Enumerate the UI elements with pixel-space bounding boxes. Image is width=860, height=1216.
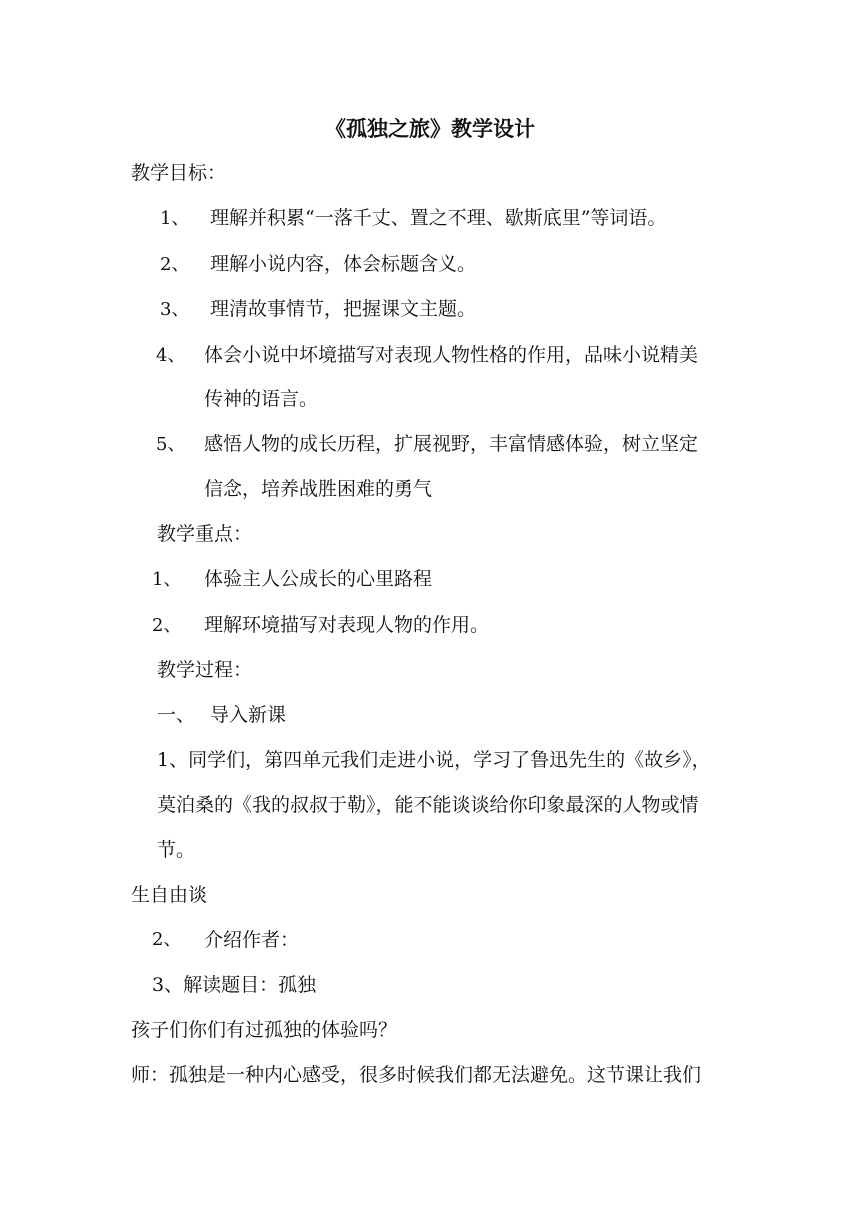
item-text: 介绍作者：: [204, 929, 300, 951]
goal-number: 2、: [160, 254, 190, 275]
process-heading: 教学过程：: [157, 659, 253, 681]
question-line: 孩子们你们有过孤独的体验吗？: [131, 1019, 398, 1041]
focus-text: 体验主人公成长的心里路程: [204, 568, 433, 590]
paragraph-line: 莫泊桑的《我的叔叔于勒》，能不能谈谈给你印象最深的人物或情: [157, 794, 699, 816]
focus-heading: 教学重点：: [157, 523, 253, 545]
paragraph-line: 1、同学们，第四单元我们走进小说，学习了鲁迅先生的《故乡》，: [157, 749, 711, 771]
goal-text: 感悟人物的成长历程，扩展视野，丰富情感体验，树立坚定: [204, 433, 699, 455]
goal-number: 1、: [160, 208, 190, 229]
goal-text: 理解小说内容，体会标题含义。: [210, 253, 477, 275]
student-free-talk: 生自由谈: [131, 884, 208, 906]
goal-number: 3、: [160, 299, 190, 320]
paragraph-line: 节。: [157, 839, 196, 861]
focus-number: 2、: [152, 615, 182, 636]
goal-text-continued: 传神的语言。: [204, 388, 319, 410]
goal-text-continued: 信念，培养战胜困难的勇气: [204, 478, 433, 500]
goal-number: 4、: [156, 345, 186, 366]
teacher-line: 师：孤独是一种内心感受，很多时候我们都无法避免。这节课让我们: [131, 1064, 702, 1086]
section-number: 一、: [157, 704, 196, 726]
goals-heading: 教学目标：: [131, 162, 227, 184]
goal-text: 体会小说中坏境描写对表现人物性格的作用，品味小说精美: [204, 344, 699, 366]
focus-text: 理解环境描写对表现人物的作用。: [204, 614, 490, 636]
item-number: 2、: [152, 929, 182, 950]
item-text: 3、解读题目：孤独: [152, 974, 317, 996]
section-title: 导入新课: [210, 704, 287, 726]
document-title: 《孤独之旅》教学设计: [325, 116, 535, 141]
goal-text: 理解并积累“一落千丈、置之不理、歇斯底里”等词语。: [210, 207, 667, 229]
goal-number: 5、: [156, 434, 186, 455]
focus-number: 1、: [152, 569, 182, 590]
goal-text: 理清故事情节，把握课文主题。: [210, 298, 477, 320]
